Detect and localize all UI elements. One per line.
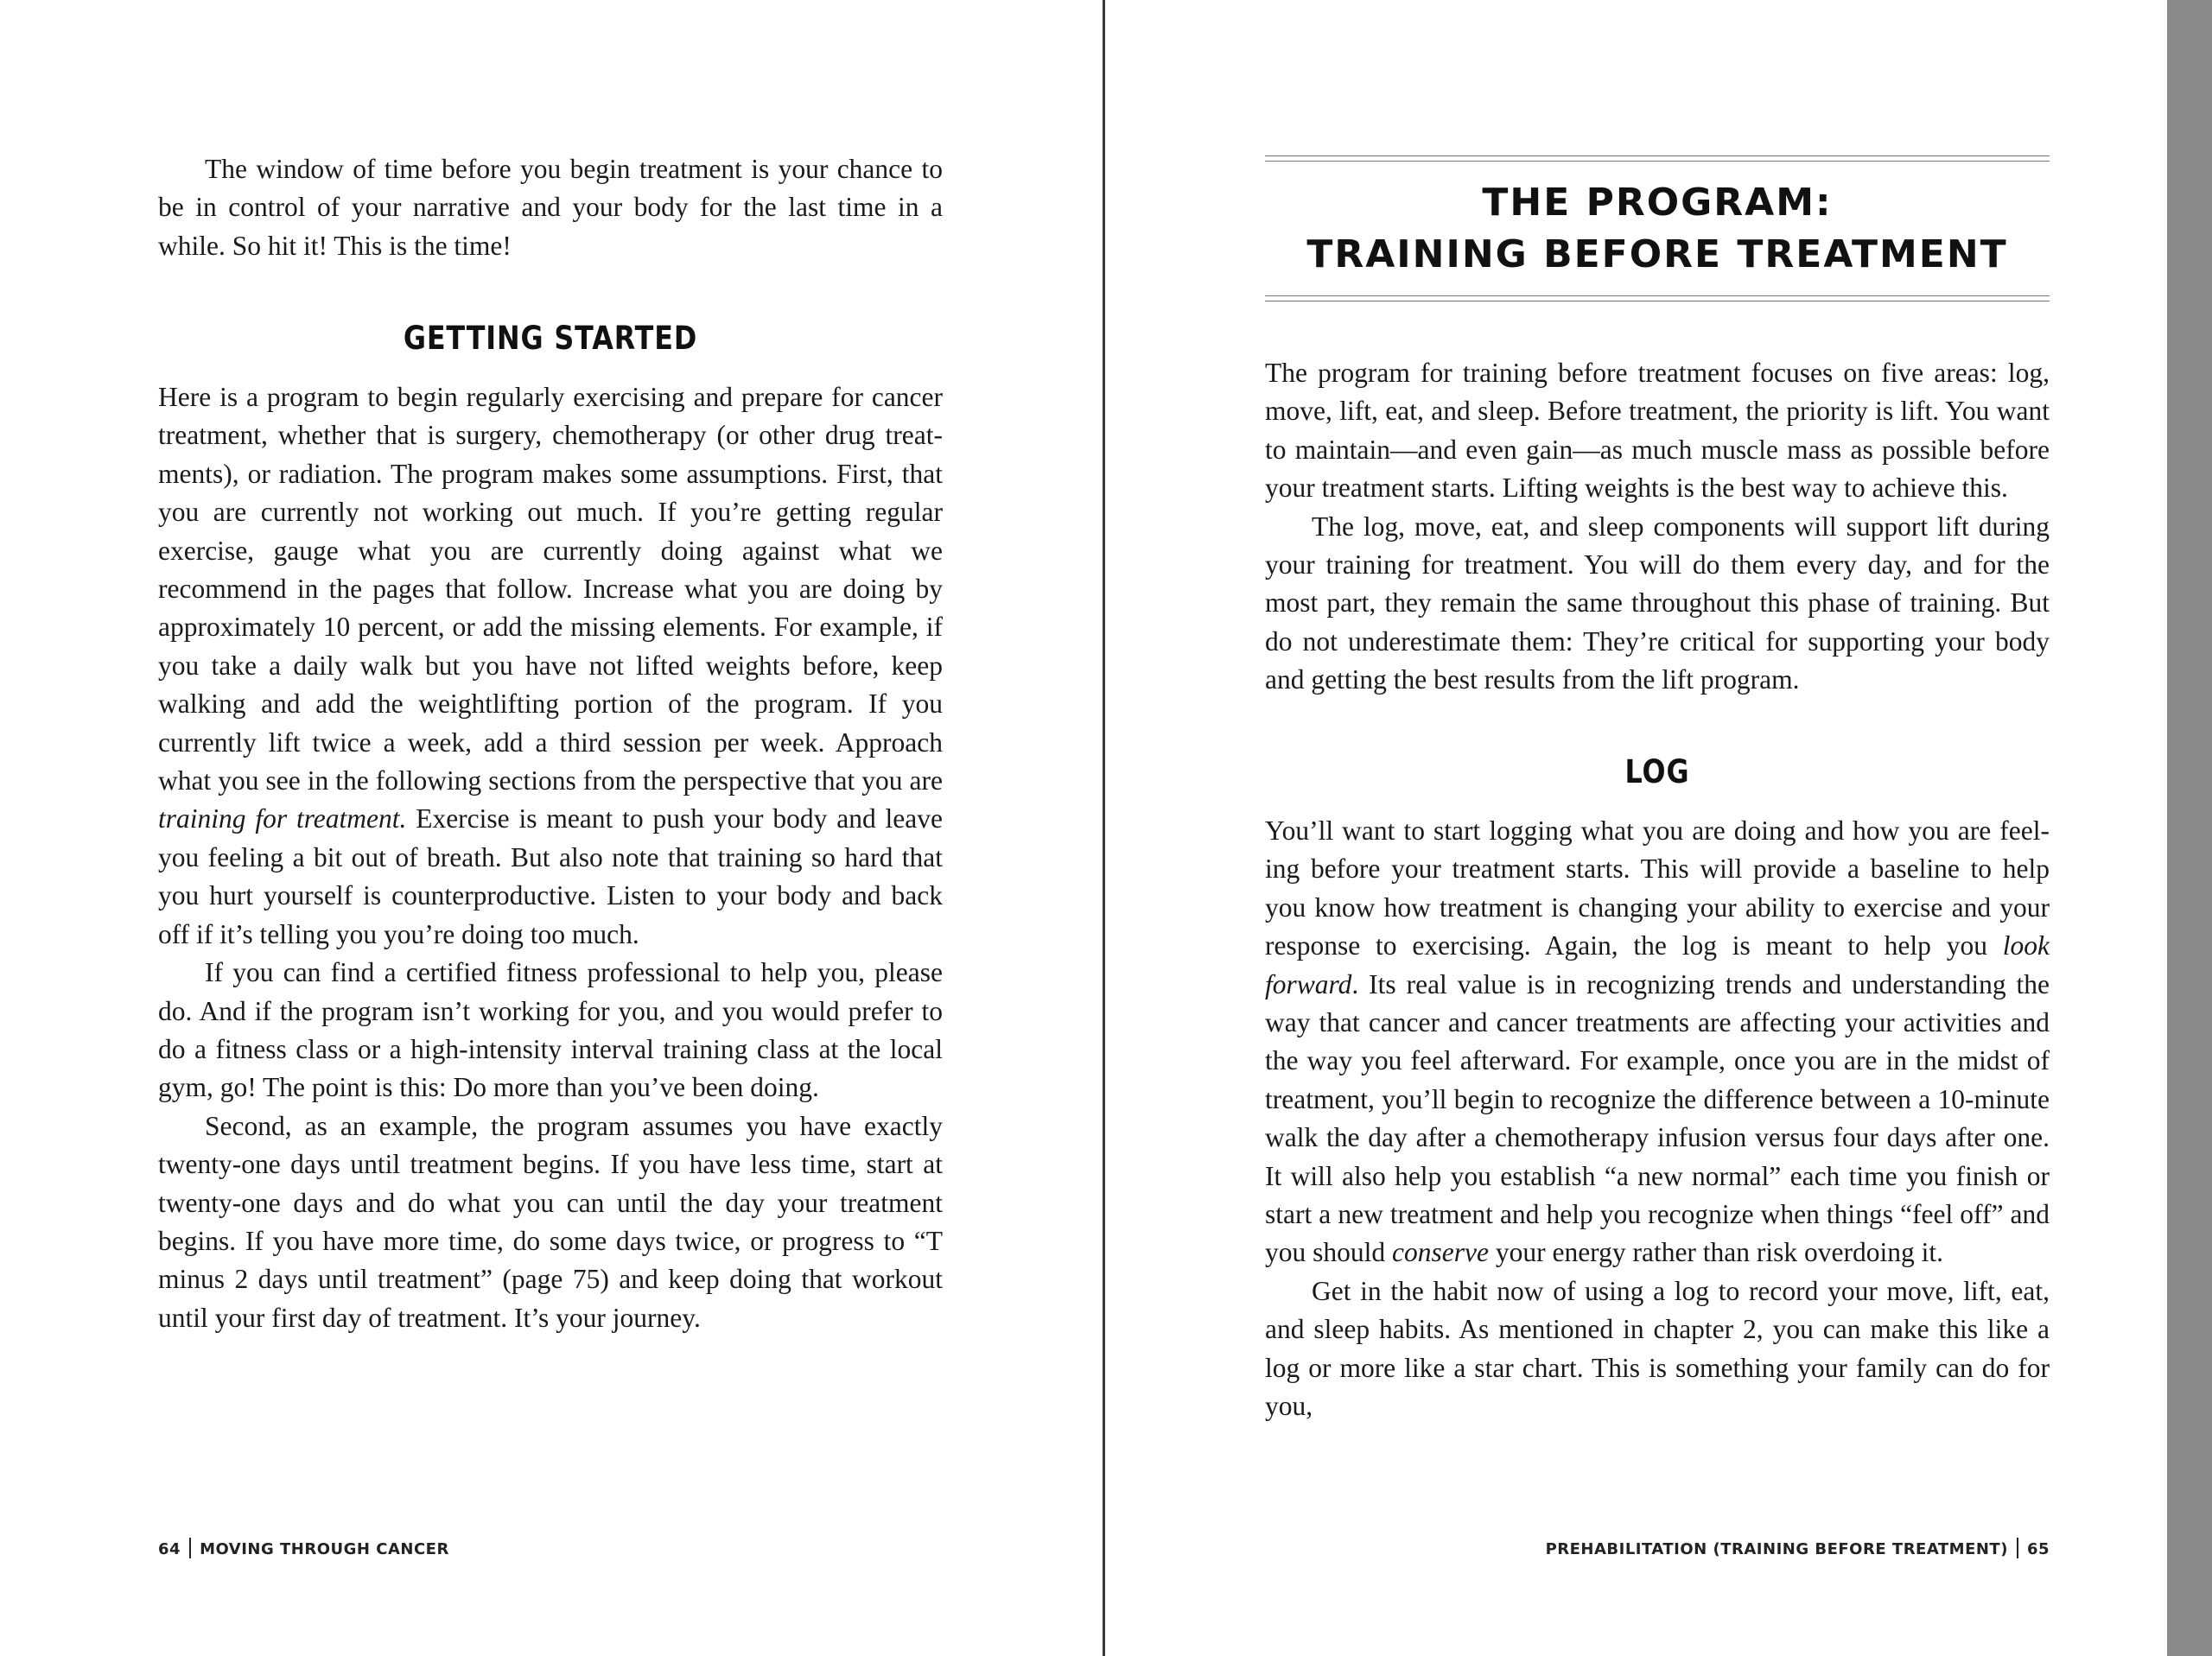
- section-heading-getting-started: GETTING STARTED: [403, 320, 698, 357]
- paragraph: [1265, 812, 2050, 1272]
- left-footer: [158, 1539, 449, 1560]
- chapter-title-line: TRAINING BEFORE TREATMENT: [1306, 232, 2008, 276]
- left-page: [0, 0, 1103, 1656]
- emphasis-text: look forward: [1265, 930, 2050, 999]
- footer-separator: [189, 1538, 191, 1558]
- paragraph: Second, as an example, the program assumes you have exactly twenty-one days until treatment begins. If you have less time, start at twenty-one days and do what you can until the day your treatment begins. If you have more time, do some days twice, or progress to “T minus 2 days until treatment” (page 75) and keep doing that workout until your first day of treatment. It’s your journey.: [158, 1110, 943, 1333]
- paragraph: [158, 378, 943, 954]
- paragraph-text: your energy rather than risk overdoing it.: [1488, 1237, 1943, 1268]
- intro-paragraph: The window of time before you begin treatment is your chance to be in control of your narrative and your body for the last time in a while. So hit it! This is the time!: [158, 154, 943, 261]
- running-title: MOVING THROUGH CANCER: [200, 1540, 449, 1558]
- emphasis-text: training for treatment.: [158, 803, 407, 834]
- footer-separator: [2017, 1538, 2018, 1558]
- chapter-title-line: THE PROGRAM:: [1482, 181, 1833, 225]
- bottom-double-rule: [1265, 295, 2050, 301]
- paragraph-text: . Its real value is in recognizing trends and understanding the way that cancer and cancer treatments are affecting your activities and the way you feel afterward. For example, once you are in the midst of treatment, you’ll begin to recognize the difference between a 10-minute walk the day after a chemotherapy infusion versus four days after one. It will also help you establish “a new normal” each time you finish or start a new treatment and help you recognize when things “feel off” and you should: [1265, 968, 2050, 1268]
- top-double-rule: [1265, 155, 2050, 162]
- right-page: [1105, 0, 2167, 1656]
- paragraph-text: You’ll want to start logging what you are doing and how you are feeling before your treatment starts. This will provide a baseline to help you know how treatment is changing your ability to exercise and your response to exercising. Again, the log is meant to help you: [1265, 815, 2050, 961]
- program-intro-text: [1265, 354, 2050, 700]
- paragraph: Get in the habit now of using a log to record your move, lift, eat, and sleep habits. As mentioned in chapter 2, you can make this like a log or more like a star chart. This is something your family can do for you,: [1265, 1275, 2050, 1422]
- paragraph-text: Exercise is meant to push your body and leave you feeling a bit out of breath. But also note that training so hard that you hurt yourself is counterproductive. Listen to your body and back off if it’s telling you you’re doing too much.: [158, 803, 943, 949]
- paragraph: If you can find a certified fitness professional to help you, please do. And if the program isn’t working for you, and you would prefer to do a fitness class or a high-intensity interval training class at the local gym, go! The point is this: Do more than you’ve been doing.: [158, 957, 943, 1103]
- page-edge: [2167, 0, 2212, 1656]
- page-number: 65: [2026, 1540, 2050, 1558]
- emphasis-text: conserve: [1392, 1237, 1489, 1268]
- chapter-title: [1265, 177, 2050, 281]
- page-number: 64: [158, 1540, 181, 1558]
- paragraph-text: Here is a program to begin regularly exercising and prepare for cancer treatment, whether that is surgery, chemotherapy (or other drug treatments), or radiation. The program makes some assumptions. First, that you are currently not working out much. If you’re getting regular exercise, gauge what you are currently doing against what we recommend in the pages that follow. Increase what you are doing by approximately 10 percent, or add the missing elements. For example, if you take a daily walk but you have not lifted weights before, keep walking and add the weightlifting portion of the program. If you currently lift twice a week, add a third session per week. Approach what you see in the following sections from the perspective that you are: [158, 382, 943, 796]
- right-footer: [1546, 1539, 2050, 1560]
- running-title: PREHABILITATION (TRAINING BEFORE TREATMENT): [1545, 1540, 2008, 1558]
- intro-text: [158, 150, 943, 265]
- paragraph: The program for training before treatment focuses on five areas: log, move, lift, eat, and sleep. Before treatment, the priority is lift. You want to maintain—and even gain—as much muscle mass as possible before your treatment starts. Lifting weights is the best way to achieve this.: [1265, 358, 2050, 504]
- section-heading-log: LOG: [1624, 753, 1690, 790]
- paragraph: The log, move, eat, and sleep components will support lift during your training for treatment. You will do them every day, and for the most part, they remain the same throughout this phase of training. But do not underestimate them: They’re critical for supporting your body and getting the best results from the lift program.: [1265, 511, 2050, 695]
- log-section-text: [1265, 812, 2050, 1426]
- getting-started-text: [158, 378, 943, 1337]
